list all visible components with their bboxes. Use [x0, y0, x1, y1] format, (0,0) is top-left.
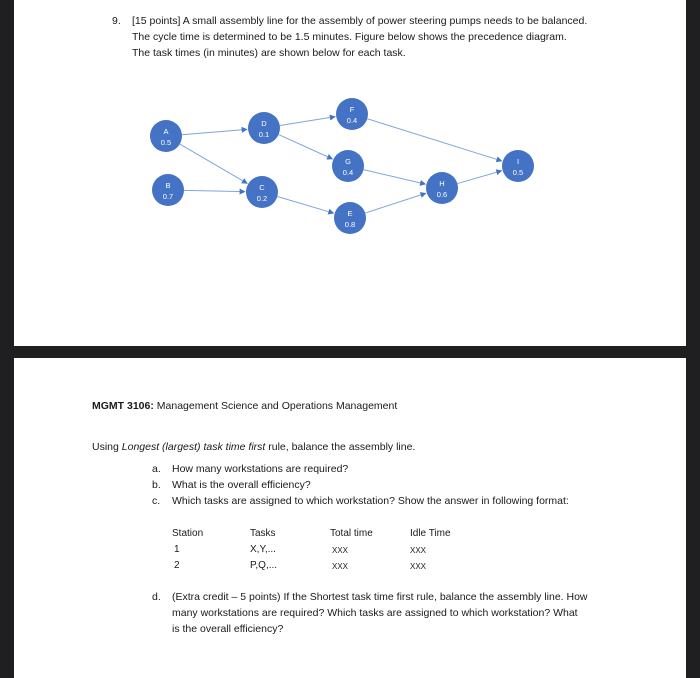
edge-h-i [457, 171, 501, 184]
item-c-text: Which tasks are assigned to which workstation? Show the answer in following format: [172, 495, 569, 507]
table-row-2-total: XXX [332, 562, 349, 571]
list-item-a [152, 462, 672, 477]
item-d-line-3: is the overall efficiency? [172, 623, 284, 635]
table-header-station: Station [172, 528, 204, 539]
item-b-label: b. [152, 479, 161, 491]
node-f [336, 98, 368, 130]
question-line-2: The cycle time is determined to be 1.5 minutes. Figure below shows the precedence diagram. [132, 31, 567, 43]
node-circle [332, 150, 364, 182]
node-circle [152, 174, 184, 206]
course-title: Management Science and Operations Management [153, 400, 398, 412]
instruction-prefix: Using [92, 441, 122, 453]
table-header-idle-time: Idle Time [410, 528, 451, 539]
node-label: C [259, 183, 265, 192]
node-label: A [163, 127, 169, 136]
node-label: H [439, 179, 445, 188]
table-header-tasks: Tasks [250, 528, 276, 539]
edge-d-f [280, 117, 335, 126]
node-i [502, 150, 534, 182]
node-time: 0.4 [346, 116, 358, 125]
node-label: I [516, 157, 520, 166]
node-time: 0.4 [342, 168, 354, 177]
list-item-d [152, 590, 672, 638]
table-row-1-station: 1 [174, 544, 180, 555]
item-b-text: What is the overall efficiency? [172, 479, 311, 491]
edge-e-h [365, 193, 426, 213]
node-time: 0.2 [256, 194, 268, 203]
precedence-diagram [14, 0, 686, 346]
node-circle [502, 150, 534, 182]
course-code: MGMT 3106: [92, 400, 154, 412]
item-c-label: c. [152, 495, 161, 507]
instruction [92, 441, 415, 453]
node-label: B [165, 181, 171, 190]
node-h [426, 172, 458, 204]
course-heading [92, 400, 397, 412]
node-e [334, 202, 366, 234]
table-header-total-time: Total time [330, 528, 373, 539]
list-item-b [152, 478, 672, 493]
table-row-1-total: XXX [332, 546, 349, 555]
node-time: 0.1 [258, 130, 270, 139]
edge-c-e [277, 197, 333, 214]
node-circle [150, 120, 182, 152]
table-row-1-tasks: X,Y,... [250, 544, 276, 555]
node-time: 0.5 [512, 168, 524, 177]
page-bottom [14, 358, 686, 678]
node-time: 0.5 [160, 138, 172, 147]
edge-f-i [367, 119, 502, 161]
edge-g-h [364, 170, 426, 184]
question-number: 9. [112, 15, 121, 27]
edge-d-g [279, 135, 333, 159]
node-circle [334, 202, 366, 234]
node-circle [336, 98, 368, 130]
node-circle [426, 172, 458, 204]
instruction-rule: Longest (largest) task time first [121, 441, 266, 453]
node-label: F [349, 105, 355, 114]
node-g [332, 150, 364, 182]
node-b [152, 174, 184, 206]
table-row-2-idle: XXX [410, 562, 427, 571]
node-circle [248, 112, 280, 144]
item-a-text: How many workstations are required? [172, 463, 349, 475]
edge-a-d [182, 129, 247, 134]
node-time: 0.6 [436, 190, 448, 199]
edge-b-c [184, 190, 245, 191]
table-row-2-tasks: P,Q,... [250, 560, 278, 571]
node-time: 0.8 [344, 220, 356, 229]
node-label: E [347, 209, 353, 218]
node-c [246, 176, 278, 208]
question-line-1: [15 points] A small assembly line for the assembly of power steering pumps needs to be balanced. [132, 15, 588, 27]
node-label: D [261, 119, 267, 128]
node-time: 0.7 [162, 192, 174, 201]
instruction-suffix: rule, balance the assembly line. [265, 441, 416, 453]
table-row-1-idle: XXX [410, 546, 427, 555]
diagram-nodes [150, 98, 534, 234]
table-row-2-station: 2 [174, 560, 180, 571]
node-label: G [345, 157, 351, 166]
node-d [248, 112, 280, 144]
node-circle [246, 176, 278, 208]
node-a [150, 120, 182, 152]
item-d-label: d. [152, 591, 161, 603]
page-top [14, 0, 686, 346]
item-d-line-1: (Extra credit – 5 points) If the Shortest task time first rule, balance the assembly line. How [172, 591, 588, 603]
question-line-3: The task times (in minutes) are shown below for each task. [132, 47, 406, 59]
list-item-c [152, 494, 672, 509]
item-d-line-2: many workstations are required? Which tasks are assigned to which workstation? What [172, 607, 578, 619]
edge-a-c [180, 144, 247, 183]
item-a-label: a. [152, 463, 161, 475]
